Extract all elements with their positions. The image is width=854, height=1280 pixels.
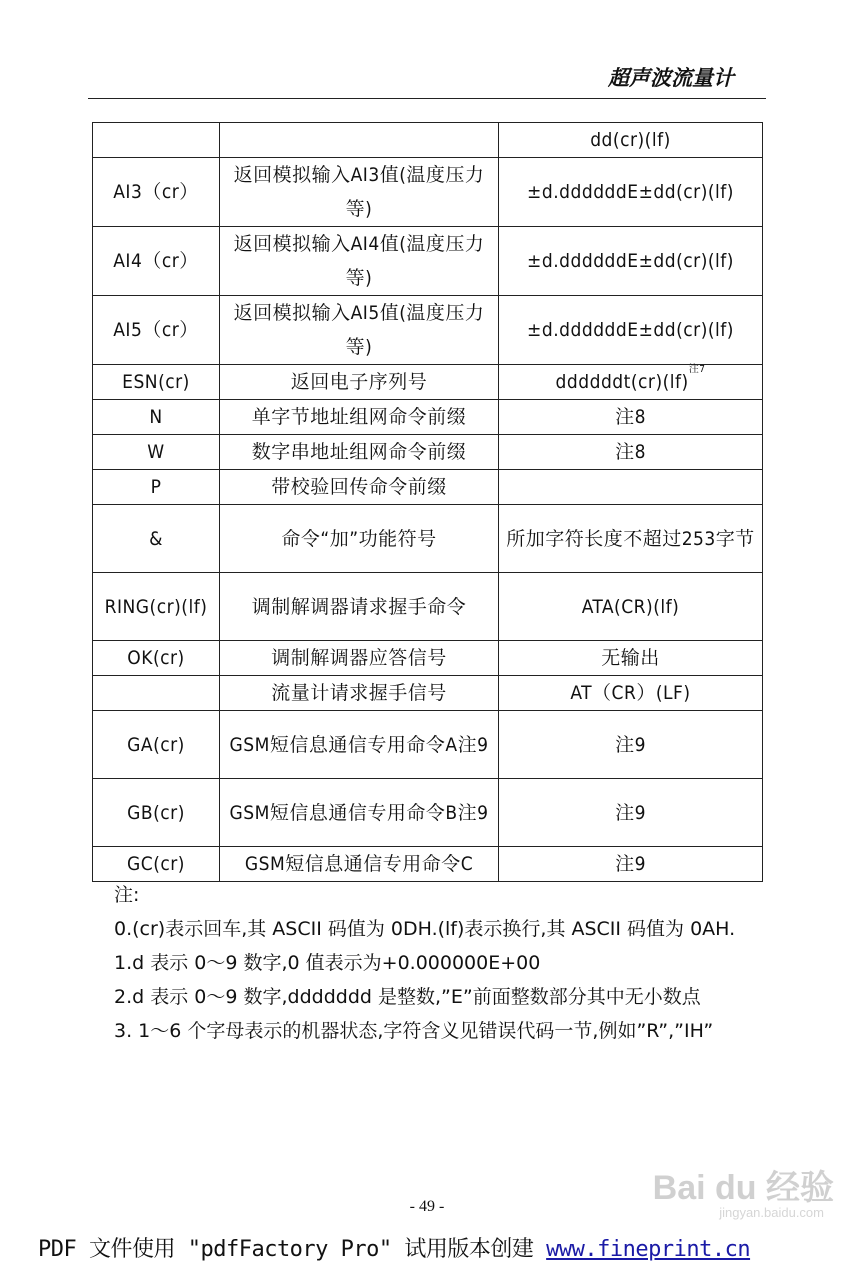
table-row	[93, 470, 763, 505]
cell-text: 注8	[615, 441, 646, 463]
description-cell	[220, 505, 499, 573]
notes-section	[92, 878, 762, 1048]
command-cell	[93, 711, 220, 779]
cell-text: 所加字符长度不超过253字节	[506, 527, 755, 550]
cell-text: AI4（cr）	[113, 250, 199, 272]
response-cell	[499, 158, 763, 227]
cell-text: 调制解调器请求握手命令	[251, 595, 467, 618]
footnote-ref: 注7	[688, 364, 706, 375]
command-cell	[93, 676, 220, 711]
table-row	[93, 676, 763, 711]
command-cell	[93, 641, 220, 676]
footer-text: PDF 文件使用 "pdfFactory Pro" 试用版本创建	[38, 1237, 547, 1262]
response-cell	[499, 123, 763, 158]
response-cell	[499, 847, 763, 882]
cell-text: ddddddt(cr)(lf)	[555, 371, 689, 393]
description-cell	[220, 711, 499, 779]
table-row	[93, 711, 763, 779]
cell-text: OK(cr)	[127, 647, 185, 669]
watermark-url: jingyan.baidu.com	[719, 1205, 824, 1220]
description-cell	[220, 573, 499, 641]
table-row	[93, 296, 763, 365]
cell-text: GB(cr)	[127, 801, 185, 824]
table-row	[93, 847, 763, 882]
cell-text: GSM短信息通信专用命令C	[244, 853, 474, 875]
response-cell	[499, 227, 763, 296]
cell-text: 带校验回传命令前缀	[271, 476, 447, 498]
running-header: 超声波流量计	[608, 66, 734, 90]
cell-text: GC(cr)	[127, 853, 185, 875]
cell-text: AI3（cr）	[113, 181, 199, 203]
page-number: - 49 -	[409, 1198, 445, 1215]
description-cell	[220, 123, 499, 158]
cell-text: GSM短信息通信专用命令A注9	[229, 733, 489, 756]
cell-text: 命令“加”功能符号	[281, 527, 437, 550]
table-row	[93, 779, 763, 847]
command-cell	[93, 470, 220, 505]
command-cell	[93, 779, 220, 847]
response-cell	[499, 573, 763, 641]
command-cell	[93, 435, 220, 470]
watermark-logo: Bai du 经验	[652, 1169, 834, 1207]
cell-text: W	[147, 441, 165, 463]
description-cell	[220, 676, 499, 711]
response-cell	[499, 470, 763, 505]
command-cell	[93, 123, 220, 158]
cell-text: AT（CR）(LF)	[570, 682, 691, 704]
command-cell	[93, 505, 220, 573]
command-cell	[93, 400, 220, 435]
command-cell	[93, 847, 220, 882]
description-cell	[220, 470, 499, 505]
description-cell	[220, 847, 499, 882]
footer-link[interactable]: www.fineprint.cn	[546, 1237, 751, 1262]
response-cell	[499, 435, 763, 470]
command-cell	[93, 573, 220, 641]
table-row	[93, 123, 763, 158]
description-cell	[220, 158, 499, 227]
description-cell	[220, 365, 499, 400]
cell-text: 返回模拟输入AI5值(温度压力等)	[233, 302, 485, 358]
response-cell	[499, 641, 763, 676]
response-cell	[499, 711, 763, 779]
cell-text: 返回电子序列号	[290, 371, 428, 393]
table-row	[93, 505, 763, 573]
response-cell	[499, 779, 763, 847]
description-cell	[220, 435, 499, 470]
cell-text: ATA(CR)(lf)	[581, 595, 680, 618]
table-row	[93, 435, 763, 470]
command-table	[92, 122, 763, 882]
cell-text: N	[149, 406, 163, 428]
cell-text: 数字串地址组网命令前缀	[251, 441, 467, 463]
table-row	[93, 158, 763, 227]
response-cell	[499, 676, 763, 711]
table-row	[93, 227, 763, 296]
response-cell	[499, 365, 763, 400]
table-row	[93, 573, 763, 641]
description-cell	[220, 641, 499, 676]
cell-text: ±d.ddddddE±dd(cr)(lf)	[527, 181, 734, 203]
cell-text: 注8	[615, 406, 646, 428]
command-cell	[93, 365, 220, 400]
response-cell	[499, 400, 763, 435]
table-row	[93, 400, 763, 435]
cell-text: GA(cr)	[127, 733, 185, 756]
description-cell	[220, 779, 499, 847]
description-cell	[220, 400, 499, 435]
cell-text: ±d.ddddddE±dd(cr)(lf)	[527, 319, 734, 341]
cell-text: dd(cr)(lf)	[590, 129, 671, 151]
cell-text: 注9	[615, 801, 646, 824]
cell-text: 单字节地址组网命令前缀	[251, 406, 467, 428]
cell-text: 注9	[615, 853, 646, 875]
cell-text: 注9	[615, 733, 646, 756]
cell-text: 无输出	[601, 647, 660, 669]
notes-heading: 注:	[114, 884, 140, 906]
table-row	[93, 641, 763, 676]
cell-text: &	[149, 527, 163, 550]
note-item: 1.d 表示 0～9 数字,0 值表示为+0.000000E+00	[114, 952, 541, 974]
command-cell	[93, 227, 220, 296]
cell-text: RING(cr)(lf)	[104, 595, 208, 618]
cell-text: 返回模拟输入AI4值(温度压力等)	[233, 233, 485, 289]
cell-text: 调制解调器应答信号	[271, 647, 447, 669]
cell-text: GSM短信息通信专用命令B注9	[229, 801, 489, 824]
cell-text: ±d.ddddddE±dd(cr)(lf)	[527, 250, 734, 272]
description-cell	[220, 296, 499, 365]
description-cell	[220, 227, 499, 296]
cell-text: ESN(cr)	[122, 371, 190, 393]
cell-text: P	[150, 476, 162, 498]
cell-text: 流量计请求握手信号	[271, 682, 447, 704]
response-cell	[499, 505, 763, 573]
note-item: 0.(cr)表示回车,其 ASCII 码值为 0DH.(lf)表示换行,其 ASCII 码值为 0AH.	[114, 918, 736, 940]
cell-text: 返回模拟输入AI3值(温度压力等)	[233, 164, 485, 220]
command-cell	[93, 296, 220, 365]
note-item: 3. 1～6 个字母表示的机器状态,字符含义见错误代码一节,例如”R”,”IH”	[114, 1020, 714, 1042]
cell-text: AI5（cr）	[113, 319, 199, 341]
header-rule	[88, 98, 766, 99]
table-row	[93, 365, 763, 400]
note-item: 2.d 表示 0～9 数字,ddddddd 是整数,”E”前面整数部分其中无小数点	[114, 986, 701, 1008]
footer	[38, 1232, 750, 1263]
command-cell	[93, 158, 220, 227]
response-cell	[499, 296, 763, 365]
